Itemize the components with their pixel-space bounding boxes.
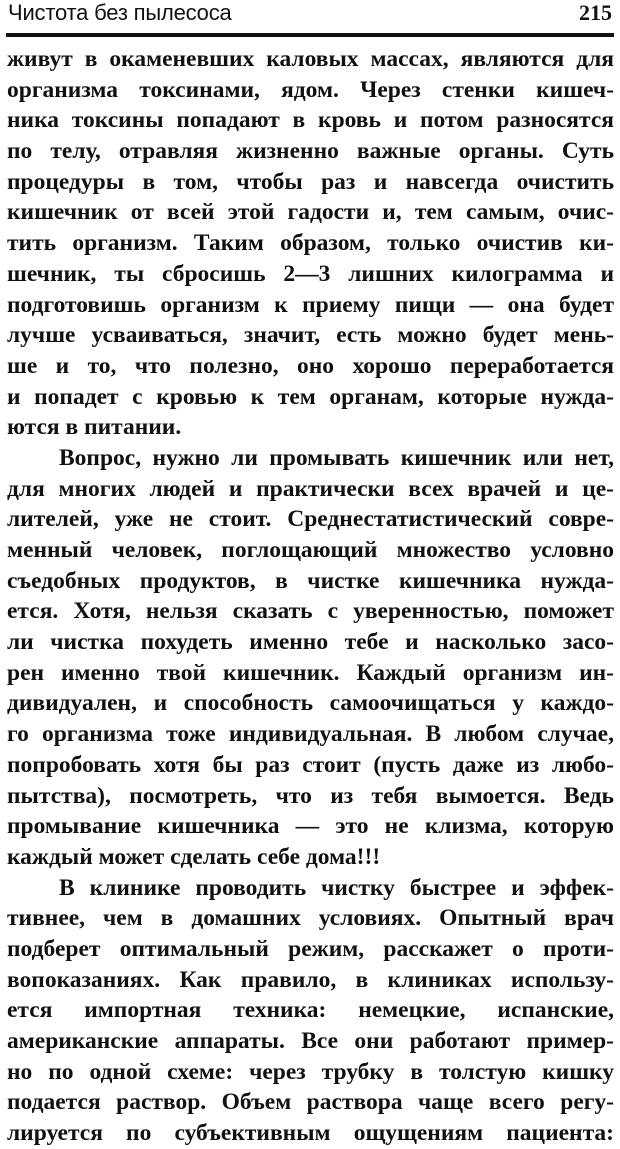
- text-line: для многих людей и практически всех врачей и це-: [7, 475, 614, 502]
- text-line: дивидуален, и способность самоочищаться у каждо-: [7, 690, 614, 717]
- text-line: живут в окаменевших каловых массах, являются для: [7, 46, 614, 72]
- header-rule: [6, 33, 614, 37]
- text-line: и попадет с кровью к тем органам, которые нужда-: [7, 383, 614, 410]
- text-line: ется импортная техника: немецкие, испанские,: [7, 997, 614, 1024]
- text-line: вопоказаниях. Как правило, в клиниках использу-: [7, 966, 614, 993]
- text-line: съедобных продуктов, в чистке кишечника нужда-: [7, 567, 614, 594]
- text-line: менный человек, поглощающий множество условно: [7, 537, 614, 563]
- text-line: кишечник от всей этой гадости и, тем самым, очис-: [7, 199, 614, 226]
- body-text: [7, 44, 614, 1149]
- text-line: подготовишь организм к приему пищи — она будет: [7, 291, 614, 318]
- text-line: американские аппараты. Все они работают пример-: [7, 1028, 614, 1054]
- text-line: ше и то, что полезно, оно хорошо переработается: [7, 352, 614, 379]
- text-line: ется. Хотя, нельзя сказать с уверенностью, поможет: [7, 598, 614, 625]
- running-header: [8, 0, 612, 30]
- text-line: процедуры в том, чтобы раз и навсегда очистить: [7, 168, 614, 195]
- page-number: 215: [579, 0, 612, 25]
- text-line: по телу, отравляя жизненно важные органы. Суть: [7, 138, 614, 165]
- text-line: го организма тоже индивидуальная. В любом случае,: [7, 721, 614, 748]
- text-line: подается раствор. Объем раствора чаще всего регу-: [7, 1089, 614, 1116]
- text-line: ются в питании.: [7, 414, 182, 441]
- text-line: рен именно твой кишечник. Каждый организм ин-: [7, 659, 614, 686]
- text-line: лителей, уже не стоит. Среднестатистический совре-: [7, 506, 614, 533]
- text-line: лируется по субъективным ощущениям пациента:: [7, 1120, 614, 1147]
- text-line: В клинике проводить чистку быстрее и эффек-: [59, 874, 614, 901]
- text-line: Вопрос, нужно ли промывать кишечник или нет,: [59, 444, 614, 471]
- text-line: но по одной схеме: через трубку в толстую кишку: [7, 1058, 614, 1085]
- text-line: промывание кишечника — это не клизма, которую: [7, 813, 614, 840]
- text-line: лучше усваиваться, значит, есть можно будет мень-: [7, 322, 614, 349]
- text-line: ли чистка похудеть именно тебе и насколько засо-: [7, 629, 614, 656]
- text-line: шечник, ты сбросишь 2—3 лишних килограмма и: [7, 260, 614, 287]
- text-line: подберет оптимальный режим, расскажет о проти-: [7, 935, 614, 962]
- text-line: ника токсины попадают в кровь и потом разносятся: [7, 107, 614, 134]
- text-line: организма токсинами, ядом. Через стенки кишеч-: [7, 76, 614, 103]
- text-line: тить организм. Таким образом, только очистив ки-: [7, 230, 614, 257]
- text-line: каждый может сделать себе дома!!!: [7, 843, 381, 870]
- running-title: Чистота без пылесоса: [8, 0, 232, 25]
- text-line: попробовать хотя бы раз стоит (пусть даже из любо-: [7, 751, 614, 778]
- text-line: тивнее, чем в домашних условиях. Опытный врач: [7, 905, 614, 932]
- text-line: пытства), посмотреть, что из тебя вымоется. Ведь: [7, 782, 614, 809]
